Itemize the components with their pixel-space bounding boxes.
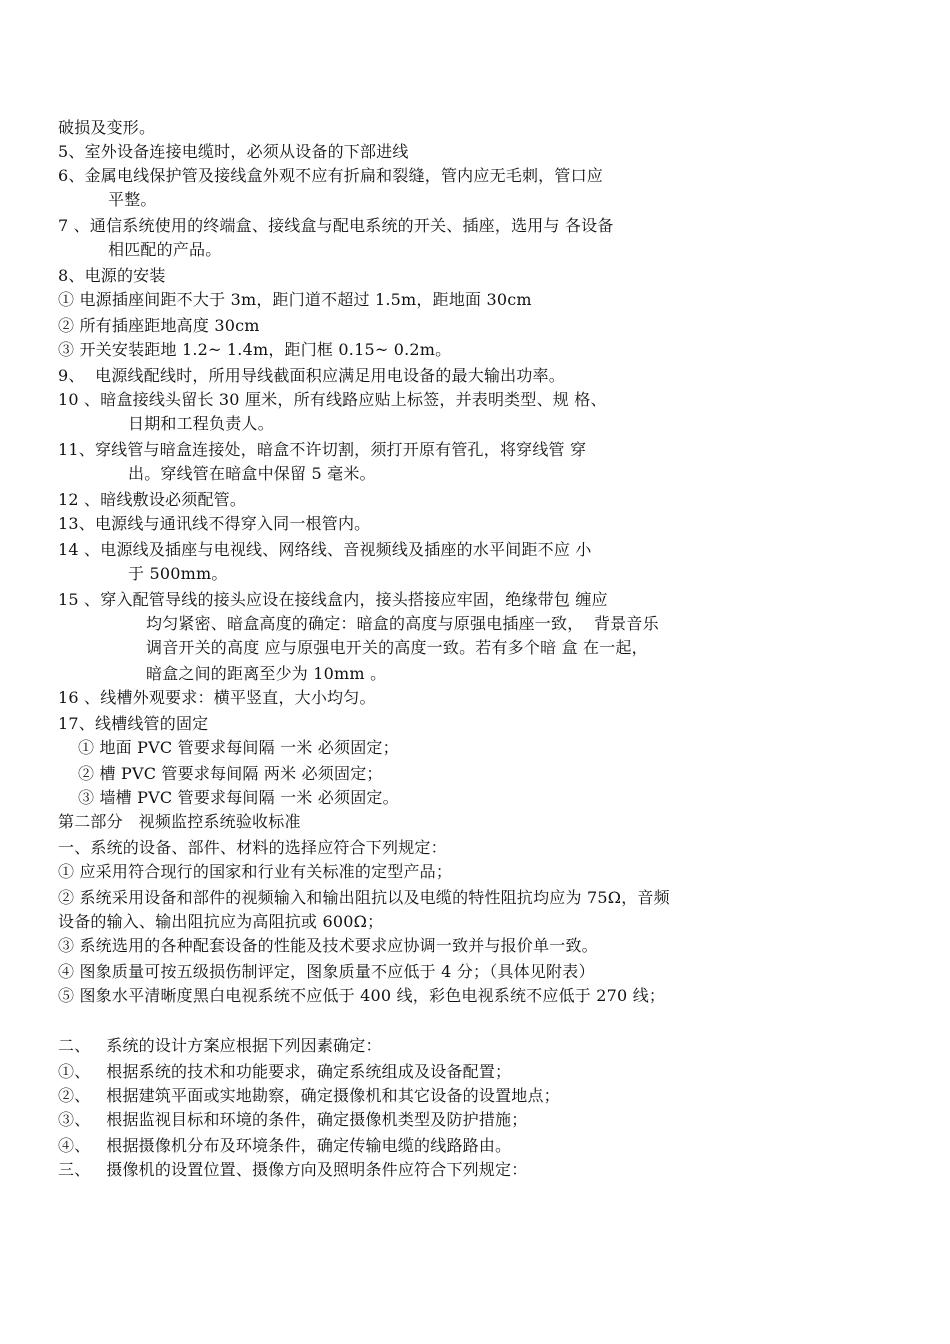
text-line: ①、 根据系统的技术和功能要求，确定系统组成及设备配置； — [58, 1062, 512, 1081]
text-line: ③、 根据监视目标和环境的条件，确定摄像机类型及防护措施； — [58, 1110, 528, 1129]
text-line: 平整。 — [108, 190, 157, 209]
text-line: 破损及变形。 — [58, 118, 156, 137]
text-line: 三、 摄像机的设置位置、摄像方向及照明条件应符合下列规定： — [58, 1160, 528, 1179]
text-line: ④、 根据摄像机分布及环境条件，确定传输电缆的线路路由。 — [58, 1136, 512, 1155]
text-line: 出。穿线管在暗盒中保留 5 毫米。 — [128, 464, 376, 483]
text-line: 二、 系统的设计方案应根据下列因素确定： — [58, 1036, 382, 1055]
text-line: ⑤ 图象水平清晰度黑白电视系统不应低于 400 线，彩色电视系统不应低于 270 线； — [58, 986, 666, 1005]
text-line: 6、金属电线保护管及接线盒外观不应有折扁和裂缝，管内应无毛刺，管口应 — [58, 166, 603, 185]
text-line: 调音开关的高度 应与原强电开关的高度一致。若有多个暗 盒 在一起， — [146, 638, 648, 657]
text-line: ① 地面 PVC 管要求每间隔 一米 必须固定； — [78, 738, 399, 757]
text-line: 5、室外设备连接电缆时，必须从设备的下部进线 — [58, 142, 409, 161]
text-line: 设备的输入、输出阻抗应为高阻抗或 600Ω； — [58, 912, 384, 931]
text-line: 均匀紧密、暗盒高度的确定：暗盒的高度与原强电插座一致， 背景音乐 — [146, 614, 659, 633]
text-line: ① 应采用符合现行的国家和行业有关标准的定型产品； — [58, 862, 453, 881]
text-line: ②、 根据建筑平面或实地勘察，确定摄像机和其它设备的设置地点； — [58, 1086, 560, 1105]
text-line: 12 、暗线敷设必须配管。 — [58, 490, 247, 509]
text-line: 日期和工程负责人。 — [128, 414, 274, 433]
text-line: 11、穿线管与暗盒连接处，暗盒不许切割，须打开原有管孔，将穿线管 穿 — [58, 440, 587, 459]
text-line: 16 、线槽外观要求：横平竖直，大小均匀。 — [58, 688, 376, 707]
text-line: ④ 图象质量可按五级损伤制评定，图象质量不应低于 4 分；（具体见附表） — [58, 962, 595, 981]
text-line: ② 系统采用设备和部件的视频输入和输出阻抗以及电缆的特性阻抗均应为 75Ω，音频 — [58, 888, 670, 907]
section-heading: 第二部分 视频监控系统验收标准 — [58, 812, 301, 831]
text-line: 一、系统的设备、部件、材料的选择应符合下列规定： — [58, 838, 447, 857]
text-line: 17、线槽线管的固定 — [58, 714, 209, 733]
text-line: ② 所有插座距地高度 30cm — [58, 316, 260, 335]
text-line: 8、电源的安装 — [58, 266, 166, 285]
text-line: 相匹配的产品。 — [108, 240, 222, 259]
text-line: 暗盒之间的距离至少为 10mm 。 — [146, 664, 387, 683]
text-line: 10 、暗盒接线头留长 30 厘米，所有线路应贴上标签，并表明类型、规 格、 — [58, 390, 607, 409]
text-line: 14 、电源线及插座与电视线、网络线、音视频线及插座的水平间距不应 小 — [58, 540, 592, 559]
text-line: ③ 开关安装距地 1.2~ 1.4m，距门框 0.15~ 0.2m。 — [58, 340, 452, 359]
text-line: 于 500mm。 — [128, 564, 228, 583]
text-line: 15 、穿入配管导线的接头应设在接线盒内，接头搭接应牢固，绝缘带包 缠应 — [58, 590, 608, 609]
text-line: 7 、通信系统使用的终端盒、接线盒与配电系统的开关、插座，选用与 各设备 — [58, 216, 614, 235]
text-line: 13、电源线与通讯线不得穿入同一根管内。 — [58, 514, 371, 533]
text-line: ② 槽 PVC 管要求每间隔 两米 必须固定； — [78, 764, 383, 783]
text-line: ③ 系统选用的各种配套设备的性能及技术要求应协调一致并与报价单一致。 — [58, 936, 598, 955]
text-line: 9、 电源线配线时，所用导线截面积应满足用电设备的最大输出功率。 — [58, 366, 565, 385]
text-line: ③ 墙槽 PVC 管要求每间隔 一米 必须固定。 — [78, 788, 399, 807]
text-line: ① 电源插座间距不大于 3m，距门道不超过 1.5m，距地面 30cm — [58, 290, 532, 309]
